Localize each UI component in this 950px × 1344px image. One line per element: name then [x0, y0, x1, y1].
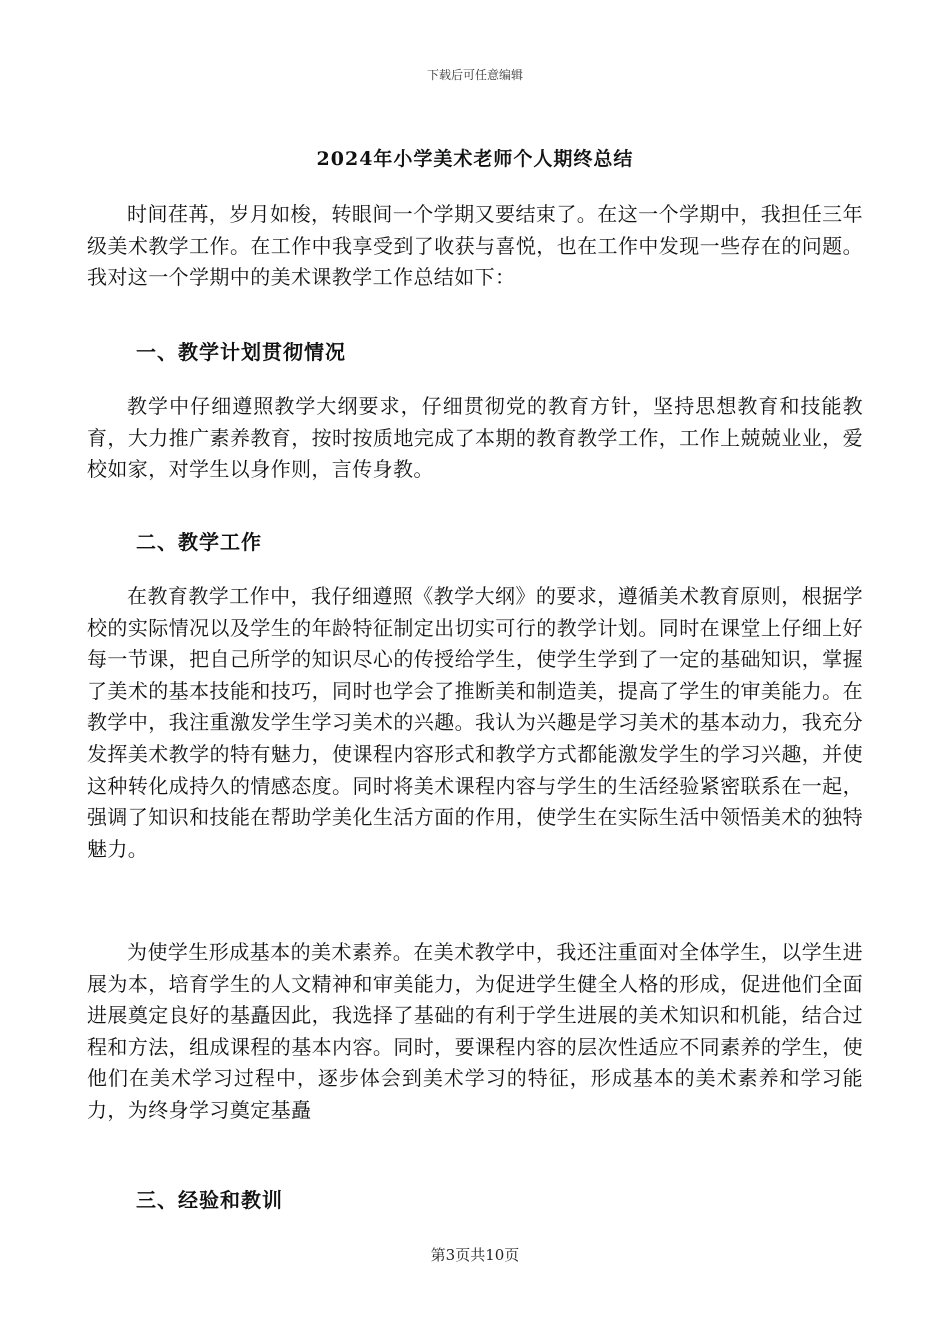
document-title: 2024年小学美术老师个人期终总结: [316, 148, 634, 170]
section-heading-3: 三、经验和教训: [136, 1188, 283, 1212]
intro-block: [87, 199, 863, 294]
header-note: 下载后可任意编辑: [426, 68, 523, 82]
section-2-paragraph-2: 为使学生形成基本的美术素养。在美术教学中，我还注重面对全体学生，以学生进展为本，培育学生的人文精神和审美能力，为促进学生健全人格的形成，促进他们全面进展奠定良好的基矗因此，我选择了基础的有利于学生进展的美术知识和机能，结合过程和方法，组成课程的基本内容。同时，要课程内容的层次性适应不同素养的学生，使他们在美术学习过程中，逐步体会到美术学习的特征，形成基本的美术素养和学习能力，为终身学习奠定基矗: [87, 940, 863, 1122]
section-1-body: [87, 391, 863, 486]
section-heading-1: 一、教学计划贯彻情况: [136, 340, 346, 364]
intro-paragraph: 时间荏苒，岁月如梭，转眼间一个学期又要结束了。在这一个学期中，我担任三年级美术教学工作。在工作中我享受到了收获与喜悦，也在工作中发现一些存在的问题。我对这一个学期中的美术课教学工作总结如下：: [87, 202, 863, 290]
section-2-body-b: [87, 937, 863, 1127]
section-2-paragraph-1: 在教育教学工作中，我仔细遵照《教学大纲》的要求，遵循美术教育原则，根据学校的实际情况以及学生的年龄特征制定出切实可行的教学计划。同时在课堂上仔细上好每一节课，把自己所学的知识尽心的传授给学生，使学生学到了一定的基础知识，掌握了美术的基本技能和技巧，同时也学会了推断美和制造美，提高了学生的审美能力。在教学中，我注重激发学生学习美术的兴趣。我认为兴趣是学习美术的基本动力，我充分发挥美术教学的特有魅力，使课程内容形式和教学方式都能激发学生的学习兴趣，并使这种转化成持久的情感态度。同时将美术课程内容与学生的生活经验紧密联系在一起，强调了知识和技能在帮助学美化生活方面的作用，使学生在实际生活中领悟美术的独特魅力。: [87, 584, 863, 861]
page-number: 第3页共10页: [430, 1246, 520, 1264]
section-heading-2: 二、教学工作: [136, 530, 262, 554]
section-1-paragraph-1: 教学中仔细遵照教学大纲要求，仔细贯彻党的教育方针，坚持思想教育和技能教育，大力推广素养教育，按时按质地完成了本期的教育教学工作，工作上兢兢业业，爱校如家，对学生以身作则，言传身教。: [87, 394, 863, 482]
section-2-body-a: [87, 581, 863, 865]
